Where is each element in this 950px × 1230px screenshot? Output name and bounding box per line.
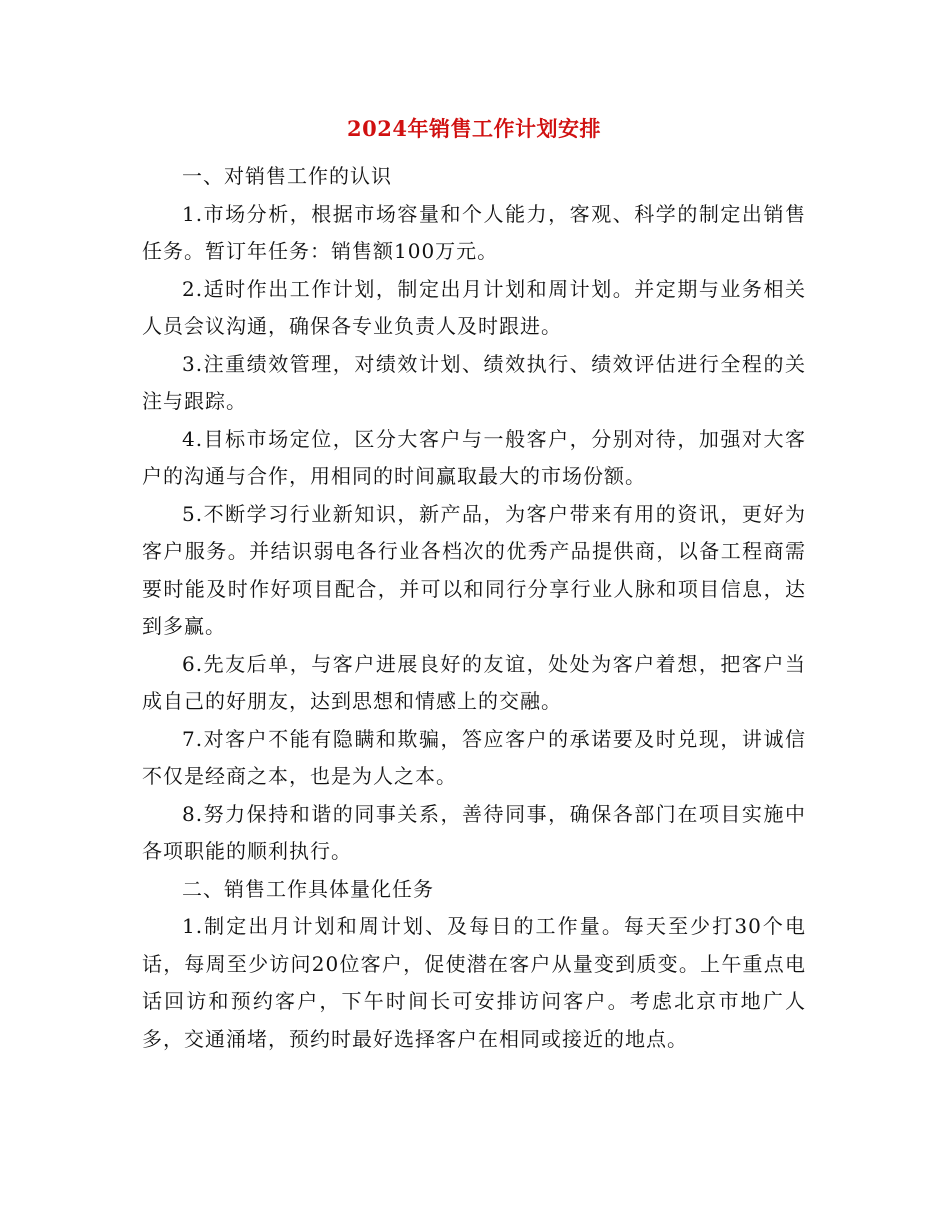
section1-item-6: 6.先友后单，与客户进展良好的友谊，处处为客户着想，把客户当成自己的好朋友，达到思想和情感上的交融。 [142,651,806,713]
section1-item-5: 5.不断学习行业新知识，新产品，为客户带来有用的资讯，更好为客户服务。并结识弱电各行业各档次的优秀产品提供商，以备工程商需要时能及时作好项目配合，并可以和同行分享行业人脉和项目信息，达到多赢。 [142,501,806,638]
section1-item-3: 3.注重绩效管理，对绩效计划、绩效执行、绩效评估进行全程的关注与跟踪。 [142,351,806,413]
document-page [142,112,806,1058]
section2-item-1: 1.制定出月计划和周计划、及每日的工作量。每天至少打30个电话，每周至少访问20位客户，促使潜在客户从量变到质变。上午重点电话回访和预约客户，下午时间长可安排访问客户。考虑北京市地广人多，交通涌堵，预约时最好选择客户在相同或接近的地点。 [142,914,806,1051]
section1-item-1: 1.市场分析，根据市场容量和个人能力，客观、科学的制定出销售任务。暂订年任务：销售额100万元。 [142,201,806,263]
section1-item-2: 2.适时作出工作计划，制定出月计划和周计划。并定期与业务相关人员会议沟通，确保各专业负责人及时跟进。 [142,276,806,338]
section1-item-8: 8.努力保持和谐的同事关系，善待同事，确保各部门在项目实施中各项职能的顺利执行。 [142,801,806,863]
section-heading-2: 二、销售工作具体量化任务 [182,876,434,901]
section-heading-1: 一、对销售工作的认识 [182,164,392,188]
section1-item-4: 4.目标市场定位，区分大客户与一般客户，分别对待，加强对大客户的沟通与合作，用相同的时间赢取最大的市场份额。 [142,426,806,488]
document-title: 2024年销售工作计划安排 [347,116,601,141]
section1-item-7: 7.对客户不能有隐瞒和欺骗，答应客户的承诺要及时兑现，讲诚信不仅是经商之本，也是为人之本。 [142,726,806,788]
